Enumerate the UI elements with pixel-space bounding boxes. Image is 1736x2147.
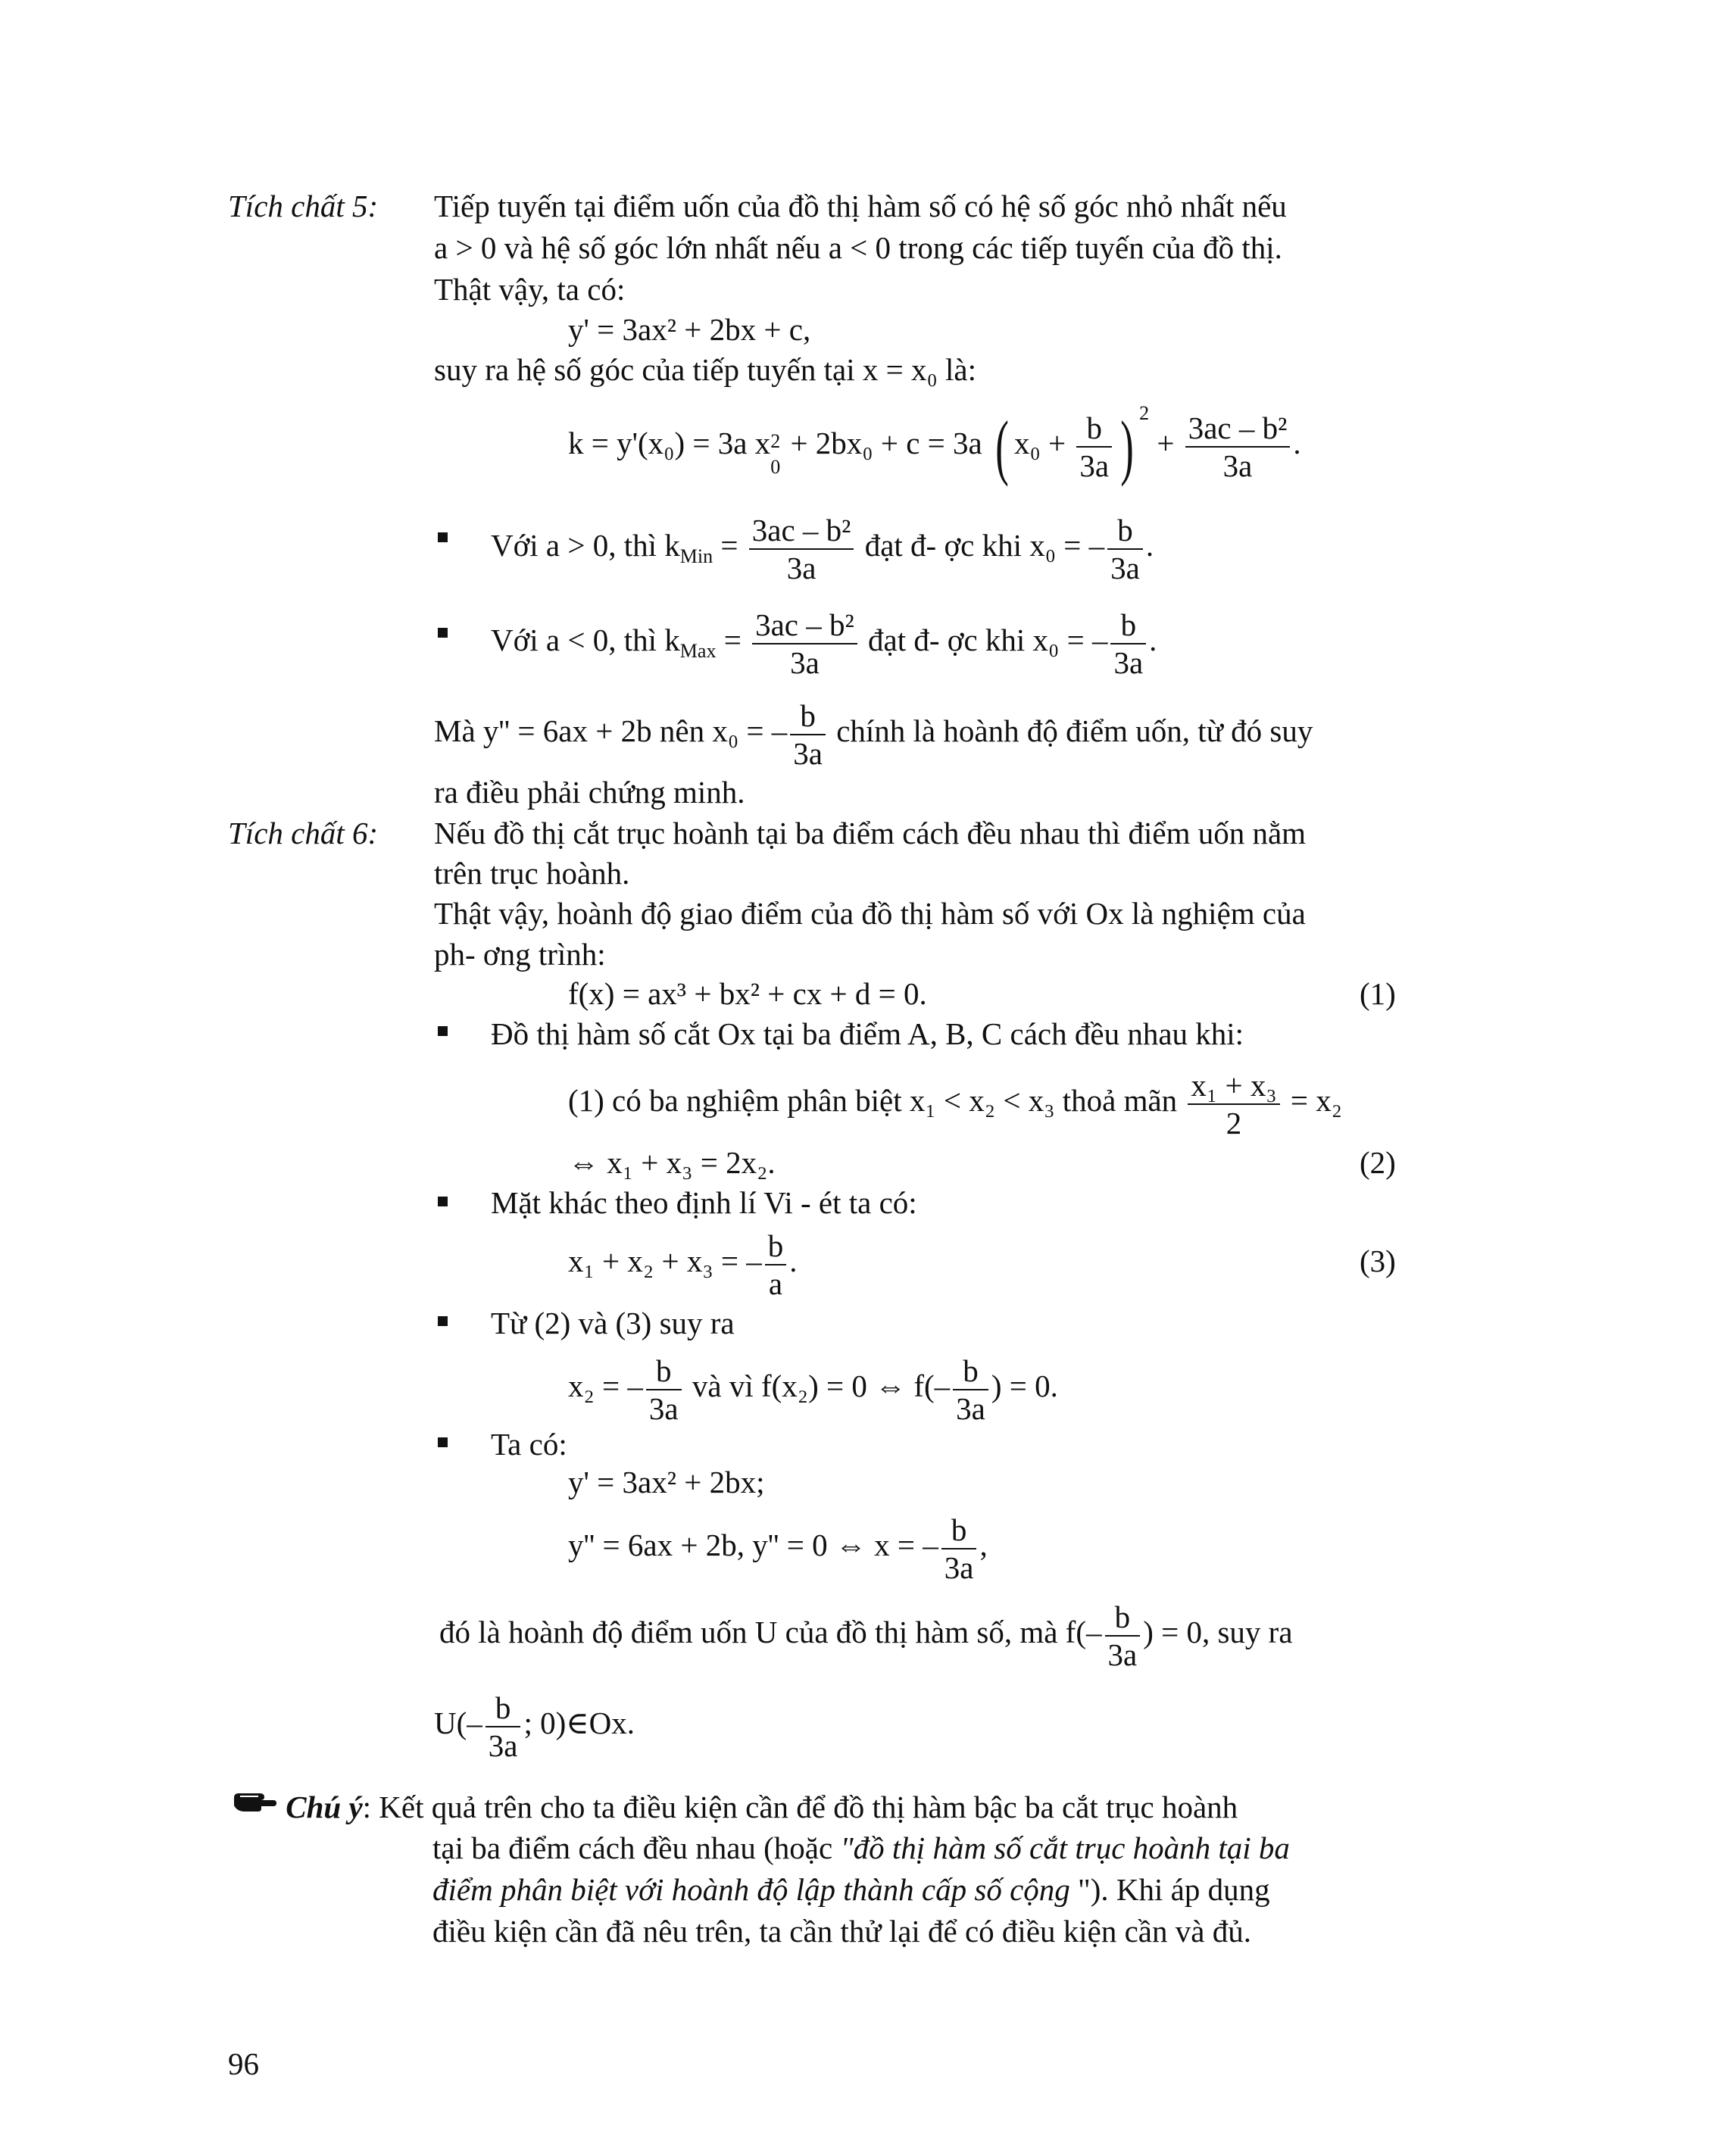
p6-line-5: đó là hoành độ điểm uốn U của đồ thị hàm số, mà f(– $\frac{b}{3a}$ ) = 0, suy ra [439, 1599, 1293, 1672]
bullet-icon [438, 532, 448, 542]
note-label: Chú ý [286, 1790, 363, 1824]
p6-tag-2: (2) [1360, 1145, 1396, 1180]
note-line-3: điểm phân biệt với hoành độ lập thành cấp số cộng "). Khi áp dụng [432, 1872, 1270, 1907]
p6-tag-1: (1) [1360, 976, 1396, 1011]
p6-line-2: trên trục hoành. [434, 856, 630, 891]
p5-line-1: Tiếp tuyến tại điểm uốn của đồ thị hàm số có hệ số góc nhỏ nhất nếu [434, 189, 1287, 223]
p6-eq-1: f(x) = ax³ + bx² + cx + d = 0. [568, 976, 927, 1011]
note-line-2: tại ba điểm cách đều nhau (hoặc "đồ thị hàm số cắt trục hoành tại ba [432, 1830, 1290, 1865]
p6-line-1: Nếu đồ thị cắt trục hoành tại ba điểm cách đều nhau thì điểm uốn nằm [434, 816, 1307, 850]
p5-slope-formula: k = y'(x₀) = 3a x 2 0 + 2bx₀ + c = 3a ( x₀ + $\frac{b}{3a}$ ) $^2$ + $\frac{\text{3ac – b²}}{3a}$ . [568, 402, 1301, 487]
p5-bullet-max: Với a < 0, thì $k_{Max}$ = $\frac{\text{3ac – b²}}{3a}$ đạt đ- ợc khi x₀ = – $\frac{b}{3a}$ . [491, 607, 1157, 680]
p5-line-5: Mà y'' = 6ax + 2b nên x₀ = – $\frac{b}{3a}$ chính là hoành độ điểm uốn, từ đó suy [434, 697, 1313, 771]
p5-bullet-min: Với a > 0, thì $k_{Min}$ = $\frac{\text{3ac – b²}}{3a}$ đạt đ- ợc khi x₀ = – $\frac{b}{3a}$ . [491, 512, 1154, 585]
frac-b-3a: $\frac{b}{3a}$ [1076, 410, 1112, 484]
p5-derivative-eq: y' = 3ax² + 2bx + c, [568, 312, 811, 347]
page-number: 96 [228, 2046, 259, 2081]
pointing-hand-icon [231, 1787, 278, 1826]
p5-line-3: Thật vậy, ta có: [434, 272, 626, 307]
p6-bullet-4: Ta có: [491, 1427, 567, 1462]
property-6-label: Tích chất 6: [228, 816, 379, 850]
bullet-icon [438, 1316, 448, 1326]
p6-line-4: ph- ơng trình: [434, 937, 606, 972]
p6-line-3: Thật vậy, hoành độ giao điểm của đồ thị hàm số với Ox là nghiệm của [434, 896, 1306, 931]
p6-eq-5: y' = 3ax² + 2bx; [568, 1465, 765, 1499]
p6-u-point: U(– $\frac{b}{3a}$ ; 0)∈Ox. [434, 1690, 635, 1763]
bullet-icon [438, 1437, 448, 1447]
p6-eq-6: y'' = 6ax + 2b, y'' = 0 ⇔ x = – $\frac{b}{3a}$ , [568, 1512, 988, 1585]
p6-bullet-1: Đồ thị hàm số cắt Ox tại ba điểm A, B, C cách đều nhau khi: [491, 1016, 1244, 1051]
k-mid: + 2bx₀ + c = 3a [782, 426, 982, 460]
p5-line-6: ra điều phải chứng minh. [434, 775, 745, 810]
p5-line-4: suy ra hệ số góc của tiếp tuyến tại x = x₀ là: [434, 352, 976, 387]
p5-line-2: a > 0 và hệ số góc lớn nhất nếu a < 0 trong các tiếp tuyến của đồ thị. [434, 230, 1282, 265]
k-lhs: k = y'(x₀) = 3a x [568, 426, 771, 460]
bullet-icon [438, 628, 448, 638]
p6-bullet-3: Từ (2) và (3) suy ra [491, 1306, 735, 1340]
p6-bullet-2: Mặt khác theo định lí Vi - ét ta có: [491, 1185, 917, 1220]
p6-eq-2: ⇔ x₁ + x₃ = 2x₂. [568, 1145, 776, 1180]
bullet-icon [438, 1197, 448, 1206]
note-line-1: Chú ý: Kết quả trên cho ta điều kiện cần để đồ thị hàm bậc ba cắt trục hoành [231, 1787, 1238, 1826]
bullet-icon [438, 1026, 448, 1036]
p6-tag-3: (3) [1360, 1244, 1396, 1278]
p6-eq-3: x₁ + x₂ + x₃ = – $\frac{b}{a}$ . [568, 1228, 798, 1301]
frac-3ac-b2-3a: $\frac{\text{3ac – b²}}{3a}$ [1185, 410, 1291, 484]
note-line-4: điều kiện cần đã nêu trên, ta cần thử lại để có điều kiện cần và đủ. [432, 1914, 1251, 1949]
k-x0: x₀ + [1013, 426, 1066, 460]
p6-eq-4: x₂ = – $\frac{b}{3a}$ và vì f(x₂) = 0 ⇔ f(– $\frac{b}{3a}$ ) = 0. [568, 1353, 1058, 1426]
p6-condition: (1) có ba nghiệm phân biệt x₁ < x₂ < x₃ thoả mãn $\frac{\text{x₁ + x₃}}{2}$ = x₂ [568, 1067, 1343, 1141]
property-5-label: Tích chất 5: [228, 189, 379, 223]
